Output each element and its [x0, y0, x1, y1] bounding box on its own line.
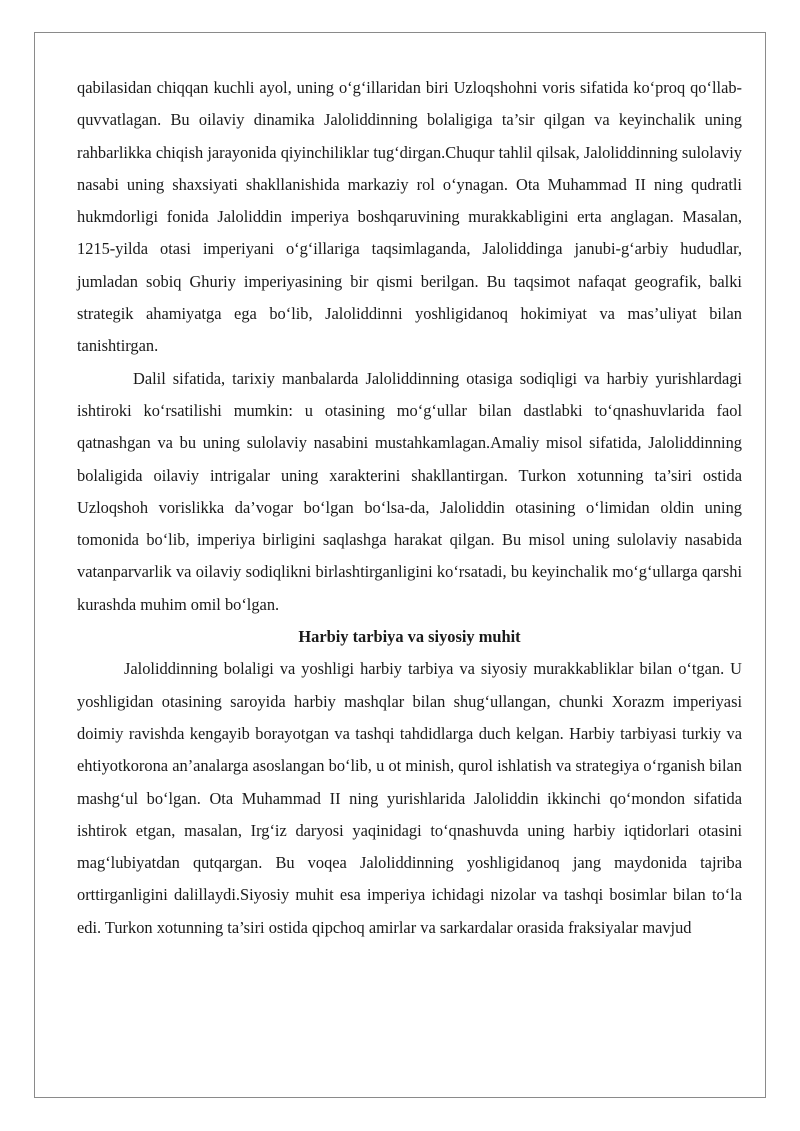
paragraph-military-upbringing: Jaloliddinning bolaligi va yoshligi harbiy tarbiya va siyosiy murakkabliklar bilan o‘tgan. U yoshligidan otasining saroyida harbiy mashqlar bilan shug‘ullangan, chunki Xorazm imperiyasi doimiy ravishda kengayib borayotgan va tashqi tahdidlarga duch kelgan. Harbiy tarbiyasi turkiy va ehtiyotkorona an’analarga asoslangan bo‘lib, u ot minish, qurol ishlatish va strategiya o‘rganish bilan mashg‘ul bo‘lgan. Ota Muhammad II ning yurishlarida Jaloliddin ikkinchi qo‘mondon sifatida ishtirok etgan, masalan, Irg‘iz daryosi yaqinidagi to‘qnashuvda uning harbiy iqtidorlari otasini mag‘lubiyatdan qutqargan. Bu voqea Jaloliddinning yoshligidanoq jang maydonida tajriba orttirganligini dalillaydi.Siyosiy muhit esa imperiya ichidagi nizolar va tashqi bosimlar bilan to‘la edi. Turkon xotunning ta’siri ostida qipchoq amirlar va sarkardalar orasida fraksiyalar mavjud: [77, 659, 742, 937]
paragraph-continuation: qabilasidan chiqqan kuchli ayol, uning o‘g‘illaridan biri Uzloqshohni voris sifatida ko‘proq qo‘llab-quvvatlagan. Bu oilaviy dinamika Jaloliddinning bolaligiga ta’sir qilgan va keyinchalik uning rahbarlikka chiqish jarayonida qiyinchiliklar tug‘dirgan.Chuqur tahlil qilsak, Jaloliddinning sulolaviy nasabi uning shaxsiyati shakllanishida markaziy rol o‘ynagan. Ota Muhammad II ning qudratli hukmdorligi fonida Jaloliddin imperiya boshqaruvining murakkabligini erta anglagan. Masalan, 1215-yilda otasi imperiyani o‘g‘illariga taqsimlaganda, Jaloliddinga janubi-g‘arbiy hududlar, jumladan sobiq Ghuriy imperiyasining bir qismi berilgan. Bu taqsimot nafaqat geografik, balki strategik ahamiyatga ega bo‘lib, Jaloliddinni yoshligidanoq hokimiyat va mas’uliyat bilan tanishtirgan.: [77, 78, 742, 356]
document-body: [77, 72, 742, 944]
section-heading: Harbiy tarbiya va siyosiy muhit: [298, 627, 521, 647]
paragraph-evidence: Dalil sifatida, tarixiy manbalarda Jaloliddinning otasiga sodiqligi va harbiy yurishlardagi ishtiroki ko‘rsatilishi mumkin: u otasining mo‘g‘ullar bilan dastlabki to‘qnashuvlarida faol qatnashgan va bu uning sulolaviy nasabini mustahkamlagan.Amaliy misol sifatida, Jaloliddinning bolaligida oilaviy intrigalar uning xarakterini shakllantirgan. Turkon xotunning ta’siri ostida Uzloqshoh vorislikka da’vogar bo‘lgan bo‘lsa-da, Jaloliddin otasining o‘limidan oldin uning tomonida bo‘lib, imperiya birligini saqlashga harakat qilgan. Bu misol uning sulolaviy nasabida vatanparvarlik va oilaviy sodiqlikni birlashtirganligini ko‘rsatadi, bu keyinchalik mo‘g‘ullarga qarshi kurashda muhim omil bo‘lgan.: [77, 368, 742, 614]
